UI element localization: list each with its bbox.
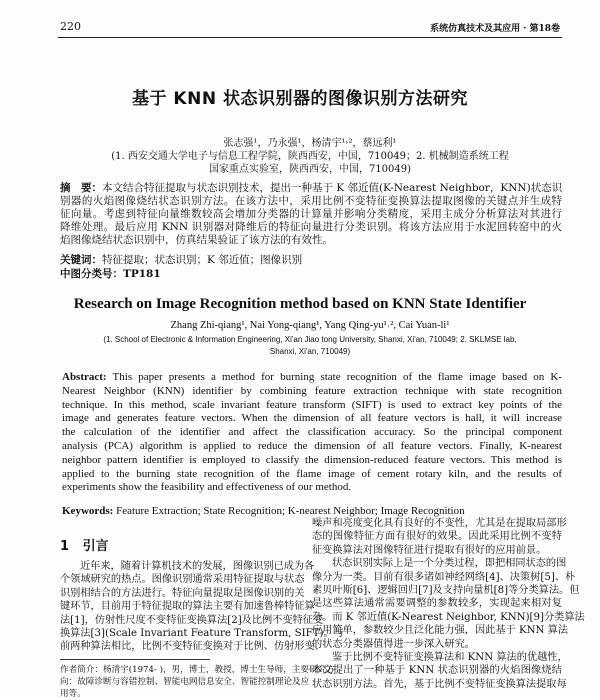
classification-label: 中图分类号： (60, 268, 123, 280)
line-text: 的状态分类器值得进一步深入研究。 (312, 638, 475, 650)
line-text: 用等。 (60, 689, 86, 699)
title-english: Research on Image Recognition method based on KNN State Identifier (73, 296, 527, 312)
text-line (60, 208, 562, 221)
text-line (62, 440, 562, 454)
line-text: 键环节，目前用于特征提取的算法主要有加速鲁棒特征算 (60, 601, 315, 613)
classification-value: TP181 (123, 268, 161, 280)
text-line (60, 627, 344, 640)
text-line (312, 584, 580, 597)
text-line (60, 600, 315, 613)
text-line (60, 234, 562, 247)
text-line (62, 468, 562, 482)
text-line (62, 385, 562, 399)
text-line (60, 676, 310, 688)
affiliation-english-line: Shanxi, Xi'an, 710049) (269, 347, 351, 356)
line-text: 征向量。考虑到特征向量维数较高会增加分类器的计算量并影响分类精度，采用主成分分析算法对其进行 (60, 208, 562, 220)
line-text: 像分为一类。目前有很多诸如神经网络[4]、决策树[5]、朴 (312, 571, 576, 583)
text-line (312, 638, 562, 651)
line-text: 焰图像烧结状态识别中，仿真结果验证了该方法的有效性。 (60, 234, 333, 246)
text-line (62, 426, 562, 440)
text-line (62, 371, 562, 385)
journal-running-head: 系统仿真技术及其应用 · 第18卷 (430, 24, 560, 34)
keywords-english (62, 505, 465, 517)
line-text: 别器的火焰图像烧结状态识别方法。在该方法中，采用比例不变特征变换算法提取图像的关键点并生成特 (60, 195, 562, 207)
text-line (62, 454, 562, 468)
line-text: 应用简单，参数较少且泛化能力强，因此基于 KNN 算法 (312, 625, 569, 637)
text-line (60, 587, 305, 600)
authors-english: Zhang Zhi-qiang¹, Nai Yong-qiang¹, Yang Qing-yu¹˒², Cai Yuan-li¹ (170, 320, 450, 331)
line-text: 识别相结合的方法进行。特征向量提取是图像识别的关 (60, 587, 305, 599)
line-text: 素贝叶斯[6]、逻辑回归[7]及支持向量机[8]等分类算法。但 (312, 585, 580, 597)
page-number: 220 (60, 20, 81, 33)
text-line (60, 195, 562, 208)
line-text: image and generates feature vectors. When the dimension of all feature vectors is hall, it will increase (62, 412, 562, 425)
line-text: 近年来，随着计算机技术的发展，图像识别已成为各 (80, 561, 315, 572)
line-text: experiments show the feasibility and effectiveness of our method. (62, 481, 352, 494)
line-text: 向：故障诊断与容错控制、智能电网信息安全、智能控制理论及应 (60, 677, 310, 687)
text-line (60, 573, 305, 586)
line-text: 杂。而 K 邻近值(K-Nearest Neighbor, KNN)[9]分类算法 (312, 611, 585, 623)
line-text: 征变换算法对图像特征进行提取有很好的应用前景。 (312, 544, 547, 556)
abstract-english (62, 371, 562, 495)
keywords-text: Feature Extraction; State Recognition; K-nearest Neighbor; Image Recognition (113, 505, 465, 517)
line-text: applied to the burning state recognition of the flame image of cement rotary kiln, and the results of (62, 467, 562, 480)
section-number: 1 (60, 539, 70, 554)
classification-number (60, 266, 161, 281)
text-line (60, 688, 302, 700)
line-text: 前两种算法相比，比例不变特征变换对于比例、仿射形变、 (60, 641, 325, 653)
text-line (312, 557, 567, 570)
section-title: 引言 (82, 539, 109, 554)
section-heading (60, 535, 109, 554)
text-line (60, 560, 315, 573)
authors-chinese: 张志强¹，乃永强¹，杨清宇¹˒²，蔡远利¹ (223, 138, 397, 149)
line-text: 个领域研究的热点。图像识别通常采用特征提取与状态 (60, 574, 305, 586)
line-text: 是这些算法通常需要调整的参数较多，实现起来相对复 (312, 598, 562, 610)
line-text: 鉴于比例不变特征变换算法和 KNN 算法的优越性， (332, 652, 568, 664)
line-text: 本文结合特征提取与状态识别技术，提出一种基于 K 邻近值(K-Nearest Neighbor，KNN)状态识 (102, 182, 563, 194)
text-line (312, 597, 562, 610)
body-right-column (312, 517, 585, 691)
line-text: 法[1]，仿射性尺度不变特征变换算法[2]及比例不变特征变 (60, 614, 324, 626)
text-line (312, 678, 567, 691)
text-line (312, 544, 562, 557)
text-line (60, 182, 562, 195)
text-line (60, 664, 335, 676)
abstract-label: 摘 要： (60, 182, 102, 194)
text-line (60, 221, 562, 234)
body-left-column (60, 560, 344, 654)
footnote-rule (60, 659, 210, 660)
keywords-text: 特征提取；状态识别；K 邻近值；图像识别 (102, 254, 303, 266)
line-text: 态的图像特征方面有很好的效果。因此采用比例不变特 (312, 531, 562, 543)
affiliation-english-line: (1. School of Electronic & Information Engineering, Xi'an Jiao tong University, Shanxi, Xi'an, 710049; 2. SKLMSE lab, (103, 335, 517, 344)
affiliation-chinese-line: 国家重点实验室，陕西西安，中国，710049) (208, 164, 412, 175)
line-text: neighbor pattern identifier is employed to classify the dimension-reduced feature vectors. This method is (62, 453, 562, 466)
text-line (60, 614, 324, 627)
line-text: the calculation of the identifier and affect the classification accuracy. So the principal component (62, 426, 562, 439)
text-line (60, 640, 325, 653)
line-text: technique. In this method, scale invariant feature transform (SIFT) is used to extract key points of the (62, 398, 562, 411)
author-footnote (60, 664, 335, 700)
text-line (312, 530, 562, 543)
text-line (312, 664, 562, 677)
text-line (62, 412, 562, 426)
line-text: This paper presents a method for burning state recognition of the flame image based on K- (106, 371, 562, 383)
text-line (62, 399, 562, 413)
abstract-label: Abstract: (62, 371, 107, 383)
line-text: 降维处理。最后应用 KNN 识别器对降维后的特征向量进行分类识别。将该方法应用于水泥回转窑中的火 (60, 221, 562, 233)
text-line (312, 517, 567, 530)
line-text: 换算法[3](Scale Invariant Feature Transform, SIFT)。与 (60, 628, 344, 640)
line-text: Nearest Neighbor (KNN) identifier by combining feature extraction technique with state recognition (62, 384, 562, 397)
text-line (62, 481, 562, 495)
keywords-chinese (60, 252, 302, 267)
header-rule (58, 37, 562, 38)
text-line (312, 611, 585, 624)
line-text: 噪声和亮度变化具有良好的不变性，尤其是在提取局部形 (312, 518, 567, 529)
title-chinese: 基于 KNN 状态识别器的图像识别方法研究 (132, 89, 468, 109)
line-text: 状态识别方法。首先，基于比例不变特征变换算法提取每 (312, 678, 567, 690)
abstract-chinese (60, 182, 562, 247)
keywords-label: Keywords: (62, 505, 114, 517)
text-line (312, 651, 568, 664)
affiliation-chinese-line: (1. 西安交通大学电子与信息工程学院，陕西西安，中国，710049；2. 机械制造系统工程 (111, 151, 509, 162)
keywords-label: 关键词： (60, 254, 102, 266)
text-line (312, 571, 576, 584)
text-line (312, 624, 569, 637)
line-text: 作者简介：杨清宇(1974- )，男，博士，教授，博士生导师，主要研究方 (60, 665, 335, 675)
line-text: 本文提出了一种基于 KNN 状态识别器的火焰图像烧结 (312, 665, 562, 677)
line-text: analysis (PCA) algorithm is applied to reduce the dimension of all feature vectors. Finally, K-nearest (62, 439, 562, 452)
line-text: 状态识别实际上是一个分类过程，即把相同状态的图 (332, 558, 567, 570)
